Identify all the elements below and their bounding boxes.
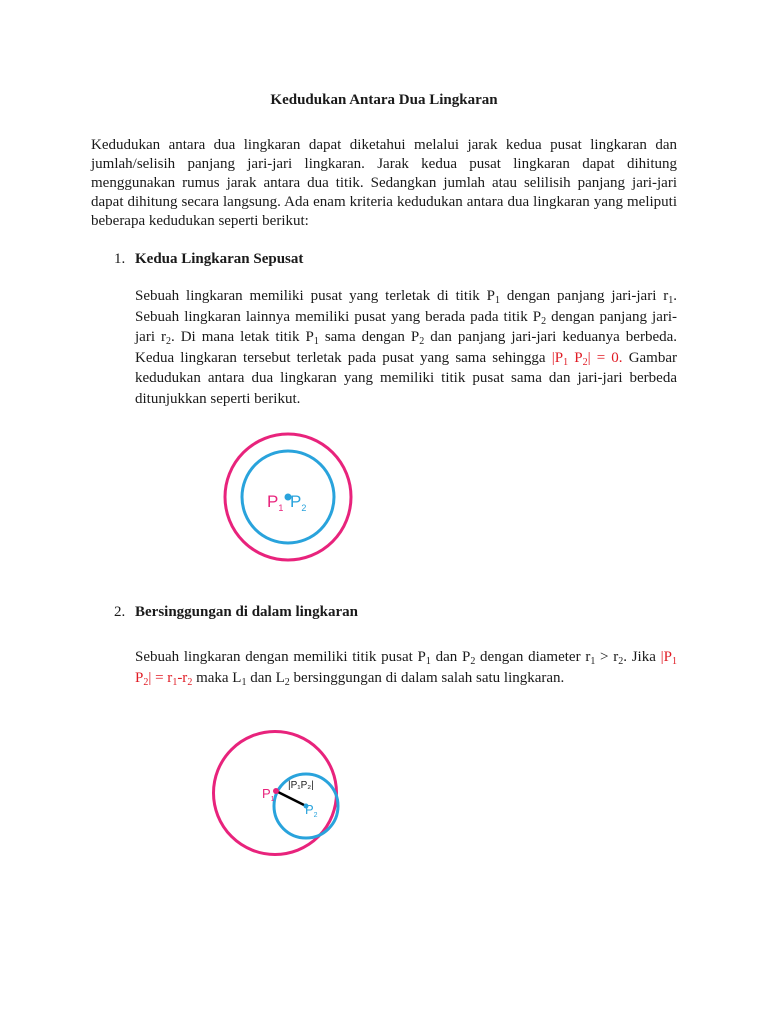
label-p1: $P_1$: [267, 492, 284, 513]
label-p2: $P_2$: [305, 802, 318, 819]
section-1-paragraph: Sebuah lingkaran memiliki pusat yang terletak di titik $P_1$ dengan panjang jari-jari $r_1$. Sebuah lingkaran lainnya memiliki pusat yang berada pada titik $P_2$ dengan panjang jari-jari $r_2$. Di mana letak titik $P_1$ sama dengan $P_2$ dan panjang jari-jari keduanya berbeda. Kedua lingkaran tersebut terletak pada pusat yang sama sehingga $|P_1$ $P_2| = 0$. Gambar kedudukan antara dua lingkaran yang memiliki titik pusat sama dan jari-jari berbeda ditunjukkan seperti berikut.: [135, 288, 678, 407]
section-2-number: 2.: [114, 604, 126, 620]
section-1-heading: Kedua Lingkaran Sepusat: [135, 251, 304, 267]
section-2-heading: Bersinggungan di dalam lingkaran: [135, 604, 358, 620]
label-p2: $P_2$: [290, 492, 307, 513]
page-title: Kedudukan Antara Dua Lingkaran: [270, 92, 498, 108]
intro-paragraph: Kedudukan antara dua lingkaran dapat diketahui melalui jarak kedua pusat lingkaran dan jumlah/selisih panjang jari-jari lingkaran. Jarak kedua pusat lingkaran dapat dihitung menggunakan rumus jarak antara dua titik. Sedangkan jumlah atau selilisih panjang jari-jari dapat dihitung secara langsung. Ada enam kriteria kedudukan antara dua lingkaran yang meliputi beberapa kedudukan seperti berikut:: [91, 137, 677, 229]
section-1-number: 1.: [114, 251, 126, 267]
distance-segment: [276, 791, 306, 806]
section-2-formula: $|P_1$ $P_2| = r_1-r_2$: [135, 649, 677, 688]
point-p1: [273, 788, 279, 794]
distance-label: |P₁P₂|: [288, 780, 314, 791]
label-p1: $P_1$: [262, 786, 275, 803]
section-1-formula: $|P_1$ $P_2| = 0$.: [551, 349, 623, 368]
figure-tangent-circles: [210, 728, 345, 858]
figure-concentric-circles: [222, 430, 354, 565]
section-2-paragraph: Sebuah lingkaran dengan memiliki titik pusat $P_1$ dan $P_2$ dengan diameter $r_1 > r_2$. Jika $|P_1$ $P_2| = r_1-r_2$ maka $L_1$ dan $L_2$ bersinggungan di dalam salah satu lingkaran.: [135, 649, 677, 688]
